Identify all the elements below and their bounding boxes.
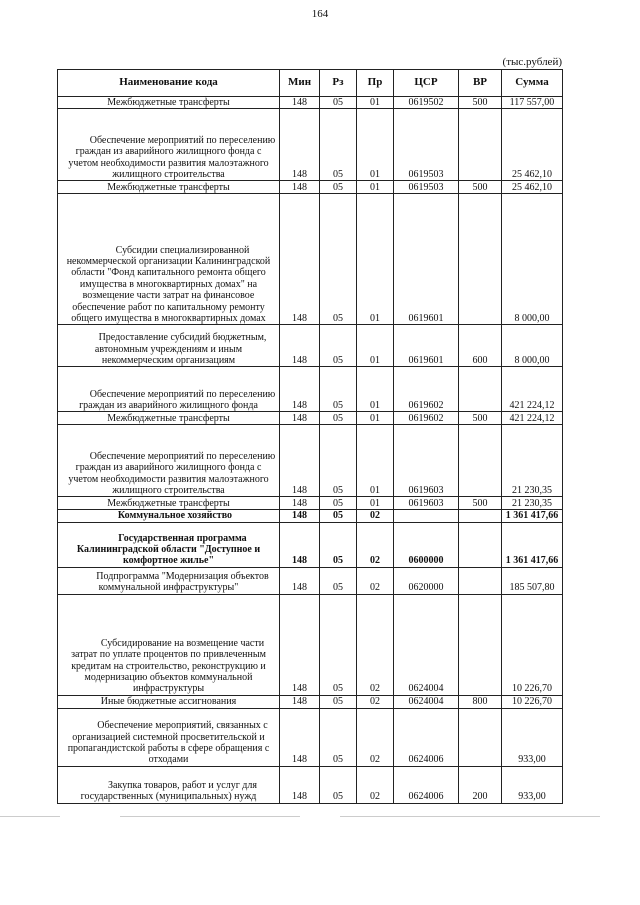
row-min: 148 <box>280 567 320 594</box>
row-min: 148 <box>280 97 320 109</box>
row-sum: 8 000,00 <box>502 194 563 325</box>
row-csr: 0619603 <box>394 425 459 497</box>
table-row <box>58 708 563 766</box>
row-csr: 0619602 <box>394 367 459 412</box>
row-csr: 0619601 <box>394 325 459 367</box>
row-rz: 05 <box>320 594 357 695</box>
row-sum: 1 361 417,66 <box>502 510 563 522</box>
table-row <box>58 522 563 567</box>
row-min: 148 <box>280 325 320 367</box>
row-min: 148 <box>280 425 320 497</box>
row-pr: 02 <box>357 567 394 594</box>
row-rz: 05 <box>320 766 357 803</box>
row-rz: 05 <box>320 567 357 594</box>
row-rz: 05 <box>320 97 357 109</box>
row-csr: 0619601 <box>394 194 459 325</box>
row-rz: 05 <box>320 181 357 194</box>
row-min: 148 <box>280 708 320 766</box>
row-vr: 200 <box>459 766 502 803</box>
row-min: 148 <box>280 497 320 510</box>
row-csr: 0619503 <box>394 181 459 194</box>
row-pr: 02 <box>357 594 394 695</box>
row-name: Обеспечение мероприятий по переселению граждан из аварийного жилищного фонда с учетом необходимости развития малоэтажного жилищного строительства <box>58 425 280 497</box>
row-vr <box>459 194 502 325</box>
row-vr: 500 <box>459 181 502 194</box>
row-pr: 01 <box>357 412 394 425</box>
table-row <box>58 510 563 522</box>
row-rz: 05 <box>320 425 357 497</box>
row-vr: 500 <box>459 412 502 425</box>
header-csr: ЦСР <box>394 70 459 97</box>
row-name: Иные бюджетные ассигнования <box>58 695 280 708</box>
row-sum: 21 230,35 <box>502 425 563 497</box>
row-sum: 25 462,10 <box>502 181 563 194</box>
row-csr: 0624006 <box>394 708 459 766</box>
row-name: Межбюджетные трансферты <box>58 412 280 425</box>
row-pr: 01 <box>357 194 394 325</box>
row-rz: 05 <box>320 325 357 367</box>
row-name: Субсидирование на возмещение части затрат по уплате процентов по привлеченным кредитам на строительство, реконструкцию и модернизацию объектов коммунальной инфраструктуры <box>58 594 280 695</box>
row-sum: 10 226,70 <box>502 594 563 695</box>
row-csr: 0619602 <box>394 412 459 425</box>
row-name: Обеспечение мероприятий по переселению граждан из аварийного жилищного фонда с учетом необходимости развития малоэтажного жилищного строительства <box>58 109 280 181</box>
row-csr: 0619603 <box>394 497 459 510</box>
row-name: Межбюджетные трансферты <box>58 181 280 194</box>
row-pr: 02 <box>357 510 394 522</box>
row-csr: 0624006 <box>394 766 459 803</box>
row-rz: 05 <box>320 510 357 522</box>
row-name: Коммунальное хозяйство <box>58 510 280 522</box>
row-sum: 25 462,10 <box>502 109 563 181</box>
row-rz: 05 <box>320 367 357 412</box>
row-name: Обеспечение мероприятий, связанных с организацией системной просветительской и пропагандистской работы в сфере обращения с отходами <box>58 708 280 766</box>
row-sum: 8 000,00 <box>502 325 563 367</box>
row-vr <box>459 109 502 181</box>
row-vr: 500 <box>459 97 502 109</box>
row-pr: 01 <box>357 497 394 510</box>
row-name: Предоставление субсидий бюджетным, автономным учреждениям и иным некоммерческим организациям <box>58 325 280 367</box>
row-csr: 0619502 <box>394 97 459 109</box>
row-pr: 01 <box>357 109 394 181</box>
row-min: 148 <box>280 194 320 325</box>
row-name: Подпрограмма "Модернизация объектов коммунальной инфраструктуры" <box>58 567 280 594</box>
row-sum: 185 507,80 <box>502 567 563 594</box>
row-min: 148 <box>280 522 320 567</box>
row-csr: 0619503 <box>394 109 459 181</box>
header-name: Наименование кода <box>58 70 280 97</box>
row-vr: 500 <box>459 497 502 510</box>
row-pr: 01 <box>357 181 394 194</box>
scan-artifact-line <box>0 816 640 826</box>
row-rz: 05 <box>320 522 357 567</box>
header-vr: ВР <box>459 70 502 97</box>
row-pr: 02 <box>357 522 394 567</box>
row-csr: 0624004 <box>394 594 459 695</box>
row-sum: 1 361 417,66 <box>502 522 563 567</box>
page-number: 164 <box>311 8 329 20</box>
table-row <box>58 695 563 708</box>
row-rz: 05 <box>320 412 357 425</box>
row-min: 148 <box>280 594 320 695</box>
row-pr: 02 <box>357 695 394 708</box>
table-row <box>58 594 563 695</box>
row-min: 148 <box>280 510 320 522</box>
row-min: 148 <box>280 695 320 708</box>
row-min: 148 <box>280 766 320 803</box>
row-pr: 01 <box>357 425 394 497</box>
row-vr <box>459 522 502 567</box>
row-name: Субсидии специализированной некоммерческой организации Калининградской области "Фонд капитального ремонта общего имущества в многоквартирных домах" на возмещение части затрат на финансовое обеспечение работ по капитальному ремонту общего имущества в многоквартирных домах <box>58 194 280 325</box>
row-csr: 0620000 <box>394 567 459 594</box>
row-csr: 0624004 <box>394 695 459 708</box>
row-pr: 01 <box>357 97 394 109</box>
table-header-row <box>58 70 563 97</box>
row-sum: 421 224,12 <box>502 412 563 425</box>
row-rz: 05 <box>320 194 357 325</box>
row-vr: 800 <box>459 695 502 708</box>
row-rz: 05 <box>320 695 357 708</box>
row-rz: 05 <box>320 109 357 181</box>
row-min: 148 <box>280 181 320 194</box>
table-row <box>58 367 563 412</box>
row-sum: 933,00 <box>502 708 563 766</box>
row-vr <box>459 594 502 695</box>
row-vr <box>459 708 502 766</box>
row-pr: 02 <box>357 766 394 803</box>
row-min: 148 <box>280 412 320 425</box>
row-sum: 421 224,12 <box>502 367 563 412</box>
row-name: Межбюджетные трансферты <box>58 497 280 510</box>
row-min: 148 <box>280 109 320 181</box>
units-label: (тыс.рублей) <box>502 56 562 68</box>
table-row <box>58 109 563 181</box>
table-row <box>58 97 563 109</box>
row-vr: 600 <box>459 325 502 367</box>
row-vr <box>459 510 502 522</box>
table-row <box>58 412 563 425</box>
table-row <box>58 181 563 194</box>
row-pr: 01 <box>357 367 394 412</box>
header-sum: Сумма <box>502 70 563 97</box>
header-pr: Пр <box>357 70 394 97</box>
row-name: Обеспечение мероприятий по переселению граждан из аварийного жилищного фонда <box>58 367 280 412</box>
row-csr: 0600000 <box>394 522 459 567</box>
row-name: Государственная программа Калининградской области "Доступное и комфортное жилье" <box>58 522 280 567</box>
table-row <box>58 425 563 497</box>
row-vr <box>459 367 502 412</box>
row-name: Межбюджетные трансферты <box>58 97 280 109</box>
row-sum: 117 557,00 <box>502 97 563 109</box>
row-vr <box>459 567 502 594</box>
table-row <box>58 766 563 803</box>
row-sum: 10 226,70 <box>502 695 563 708</box>
row-min: 148 <box>280 367 320 412</box>
row-sum: 21 230,35 <box>502 497 563 510</box>
budget-table <box>57 69 563 804</box>
row-pr: 02 <box>357 708 394 766</box>
row-rz: 05 <box>320 497 357 510</box>
header-rz: Рз <box>320 70 357 97</box>
row-pr: 01 <box>357 325 394 367</box>
table-row <box>58 325 563 367</box>
table-row <box>58 497 563 510</box>
row-rz: 05 <box>320 708 357 766</box>
table-row <box>58 194 563 325</box>
header-min: Мин <box>280 70 320 97</box>
row-csr <box>394 510 459 522</box>
table-row <box>58 567 563 594</box>
row-vr <box>459 425 502 497</box>
row-name: Закупка товаров, работ и услуг для государственных (муниципальных) нужд <box>58 766 280 803</box>
row-sum: 933,00 <box>502 766 563 803</box>
